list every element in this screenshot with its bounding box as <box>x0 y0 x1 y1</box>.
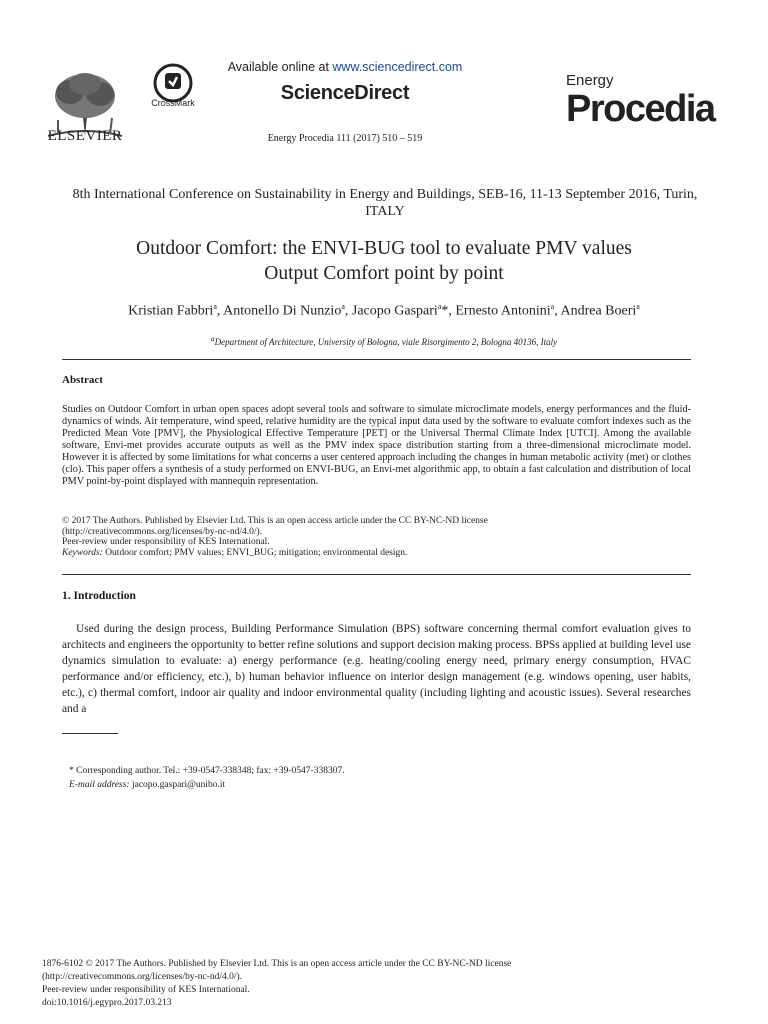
keywords-label: Keywords: <box>62 548 103 558</box>
author-affil-mark: a <box>437 302 442 311</box>
divider <box>62 359 691 360</box>
author-affil-mark: a <box>341 302 345 311</box>
introduction-text: Used during the design process, Building Performance Simulation (BPS) software concerning thermal comfort evaluation gives to architects and engineers the opportunity to better refine solutions and support decision making process. BPSs applied at building level use dynamics simulation to evaluate: a) energy performance (e.g. heating/cooling energy need, primary energy consumption, HVAC performance and/or efficiency, etc.), b) human behavior influence on interior design management (e.g. windows opening, user habits, etc.), c) thermal comfort, indoor air quality and indoor environmental quality (including lighting and acoustic issues). Several researches and a <box>62 623 691 715</box>
abstract-heading: Abstract <box>62 374 103 386</box>
divider <box>62 574 691 575</box>
page-footer <box>42 958 742 1010</box>
author-separator: , <box>344 303 352 319</box>
author-affil-mark: a <box>550 302 555 311</box>
abstract-copyright <box>62 516 691 548</box>
available-prefix: Available online at <box>227 60 333 74</box>
corresponding-author-note: * Corresponding author. Tel.: +39-0547-338348; fax: +39-0547-338307. <box>69 766 345 776</box>
title-line-2: Output Comfort point by point <box>264 263 504 284</box>
footer-peer-review: Peer-review under responsibility of KES International. <box>42 985 250 995</box>
sciencedirect-url-link[interactable]: www.sciencedirect.com <box>332 60 463 74</box>
license-link[interactable]: (http://creativecommons.org/licenses/by-nc-nd/4.0/). <box>62 526 263 537</box>
author-name: Ernesto Antonini <box>455 303 551 319</box>
abstract-text: Studies on Outdoor Comfort in urban open spaces adopt several tools and software to simulate microclimate models, energy performances and the fluid-dynamics of winds. Air temperature, wind speed, relative humidity are the typical input data used by the software to evaluate comfort indexes such as the Predicted Mean Vote [PMV], the Physiological Effective Temperature [PET] or the Universal Thermal Climate Index [UTCI]. Among the available software, Envi-met provides accurate outputs as well as the PMV index space distribution starting from a three-dimensional microclimate model. However it is affected by some limitations for what concerns a user centered approach including the changes in human metabolic activity (met) or clothes (clo). This paper offers a synthesis of a study performed on ENVI-BUG, an Envi-met algorithmic app, to obtain a fast calculation and distribution of local PMV point-by-point displayed with mannequin representation. <box>62 404 691 487</box>
author-name: Jacopo Gaspari <box>351 303 438 319</box>
author-separator: , <box>448 303 456 319</box>
email-label: E-mail address: <box>69 780 130 790</box>
journal-brand-energy: Energy <box>566 72 614 89</box>
author-name: Kristian Fabbri <box>128 303 214 319</box>
author-name: Andrea Boeri <box>560 303 637 319</box>
footer-doi[interactable]: doi:10.1016/j.egypro.2017.03.213 <box>42 998 172 1008</box>
footer-copyright: 1876-6102 © 2017 The Authors. Published by Elsevier Ltd. This is an open access article under the CC BY-NC-ND license <box>42 959 512 969</box>
affiliation-text: Department of Architecture, University of Bologna, viale Risorgimento 2, Bologna 40136, Italy <box>214 337 558 347</box>
paper-title <box>40 236 728 286</box>
author-list <box>40 302 728 320</box>
available-online <box>200 60 490 74</box>
crossmark-label: CrossMark <box>151 98 195 108</box>
affiliation <box>40 334 728 347</box>
copyright-line: © 2017 The Authors. Published by Elsevier Ltd. This is an open access article under the CC BY-NC-ND license <box>62 516 488 526</box>
journal-brand-procedia: Procedia <box>566 88 715 130</box>
peer-review-line: Peer-review under responsibility of KES International. <box>62 537 270 547</box>
title-line-1: Outdoor Comfort: the ENVI-BUG tool to evaluate PMV values <box>136 238 632 259</box>
affiliation-mark: a <box>210 334 215 343</box>
corresponding-star: * <box>441 303 449 319</box>
email-note <box>69 780 225 790</box>
publisher-name: ELSEVIER <box>47 128 123 144</box>
footer-license-link[interactable]: (http://creativecommons.org/licenses/by-nc-nd/4.0/). <box>42 972 243 982</box>
author-affil-mark: a <box>636 302 640 311</box>
author-affil-mark: a <box>213 302 217 311</box>
author-name: Antonello Di Nunzio <box>223 303 342 319</box>
conference-line: 8th International Conference on Sustainability in Energy and Buildings, SEB-16, 11-13 September 2016, Turin, ITALY <box>72 187 698 219</box>
journal-reference: Energy Procedia 111 (2017) 510 – 519 <box>267 133 423 144</box>
footnote-divider <box>62 733 118 734</box>
keywords <box>62 548 691 558</box>
author-separator: , <box>216 303 224 319</box>
email-address-link[interactable]: jacopo.gaspari@unibo.it <box>129 780 226 790</box>
sciencedirect-logo: ScienceDirect <box>280 82 410 104</box>
author-separator: , <box>554 303 561 319</box>
section-heading-introduction: 1. Introduction <box>62 590 136 602</box>
keywords-list: Outdoor comfort; PMV values; ENVI_BUG; mitigation; environmental design. <box>102 548 408 558</box>
